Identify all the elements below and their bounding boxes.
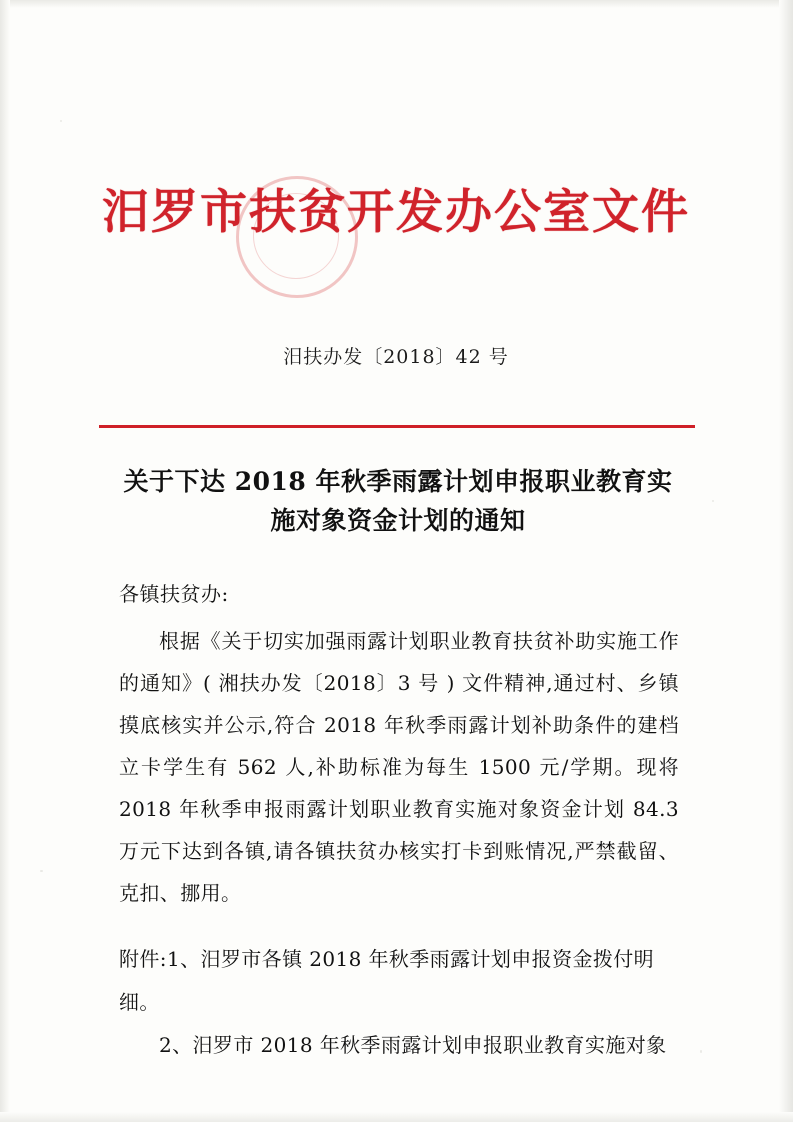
scan-speckle [700, 1050, 702, 1053]
red-divider-rule [99, 425, 695, 428]
masthead [96, 186, 696, 240]
salutation: 各镇扶贫办: [119, 582, 229, 606]
scan-speckle [40, 870, 43, 872]
attachment-item: 附件:1、汨罗市各镇 2018 年秋季雨露计划申报资金拨付明细。 [119, 947, 655, 1014]
attachment-list [119, 938, 685, 1067]
scan-speckle [60, 120, 62, 122]
scan-speckle [712, 500, 714, 502]
attachment-item: 2、汨罗市 2018 年秋季雨露计划申报职业教育实施对象 [159, 1033, 667, 1057]
body-paragraph: 根据《关于切实加强雨露计划职业教育扶贫补助实施工作的通知》( 湘扶办发〔2018〕3 号 ) 文件精神,通过村、乡镇摸底核实并公示,符合 2018 年秋季雨露计划补助条件的建档立卡学生有 562 人,补助标准为每生 1500 元/学期。现将 2018 年秋季申报雨露计划职业教育实施对象资金计划 84.3 万元下达到各镇,请各镇扶贫办核实打卡到账情况,严禁截留、克扣、挪用。 [119, 629, 679, 905]
masthead-title: 汨罗市扶贫开发办公室文件 [102, 185, 690, 240]
document-number: 汨扶办发〔2018〕42 号 [283, 346, 509, 368]
page-title: 关于下达 2018 年秋季雨露计划申报职业教育实施对象资金计划的通知 [123, 467, 673, 535]
